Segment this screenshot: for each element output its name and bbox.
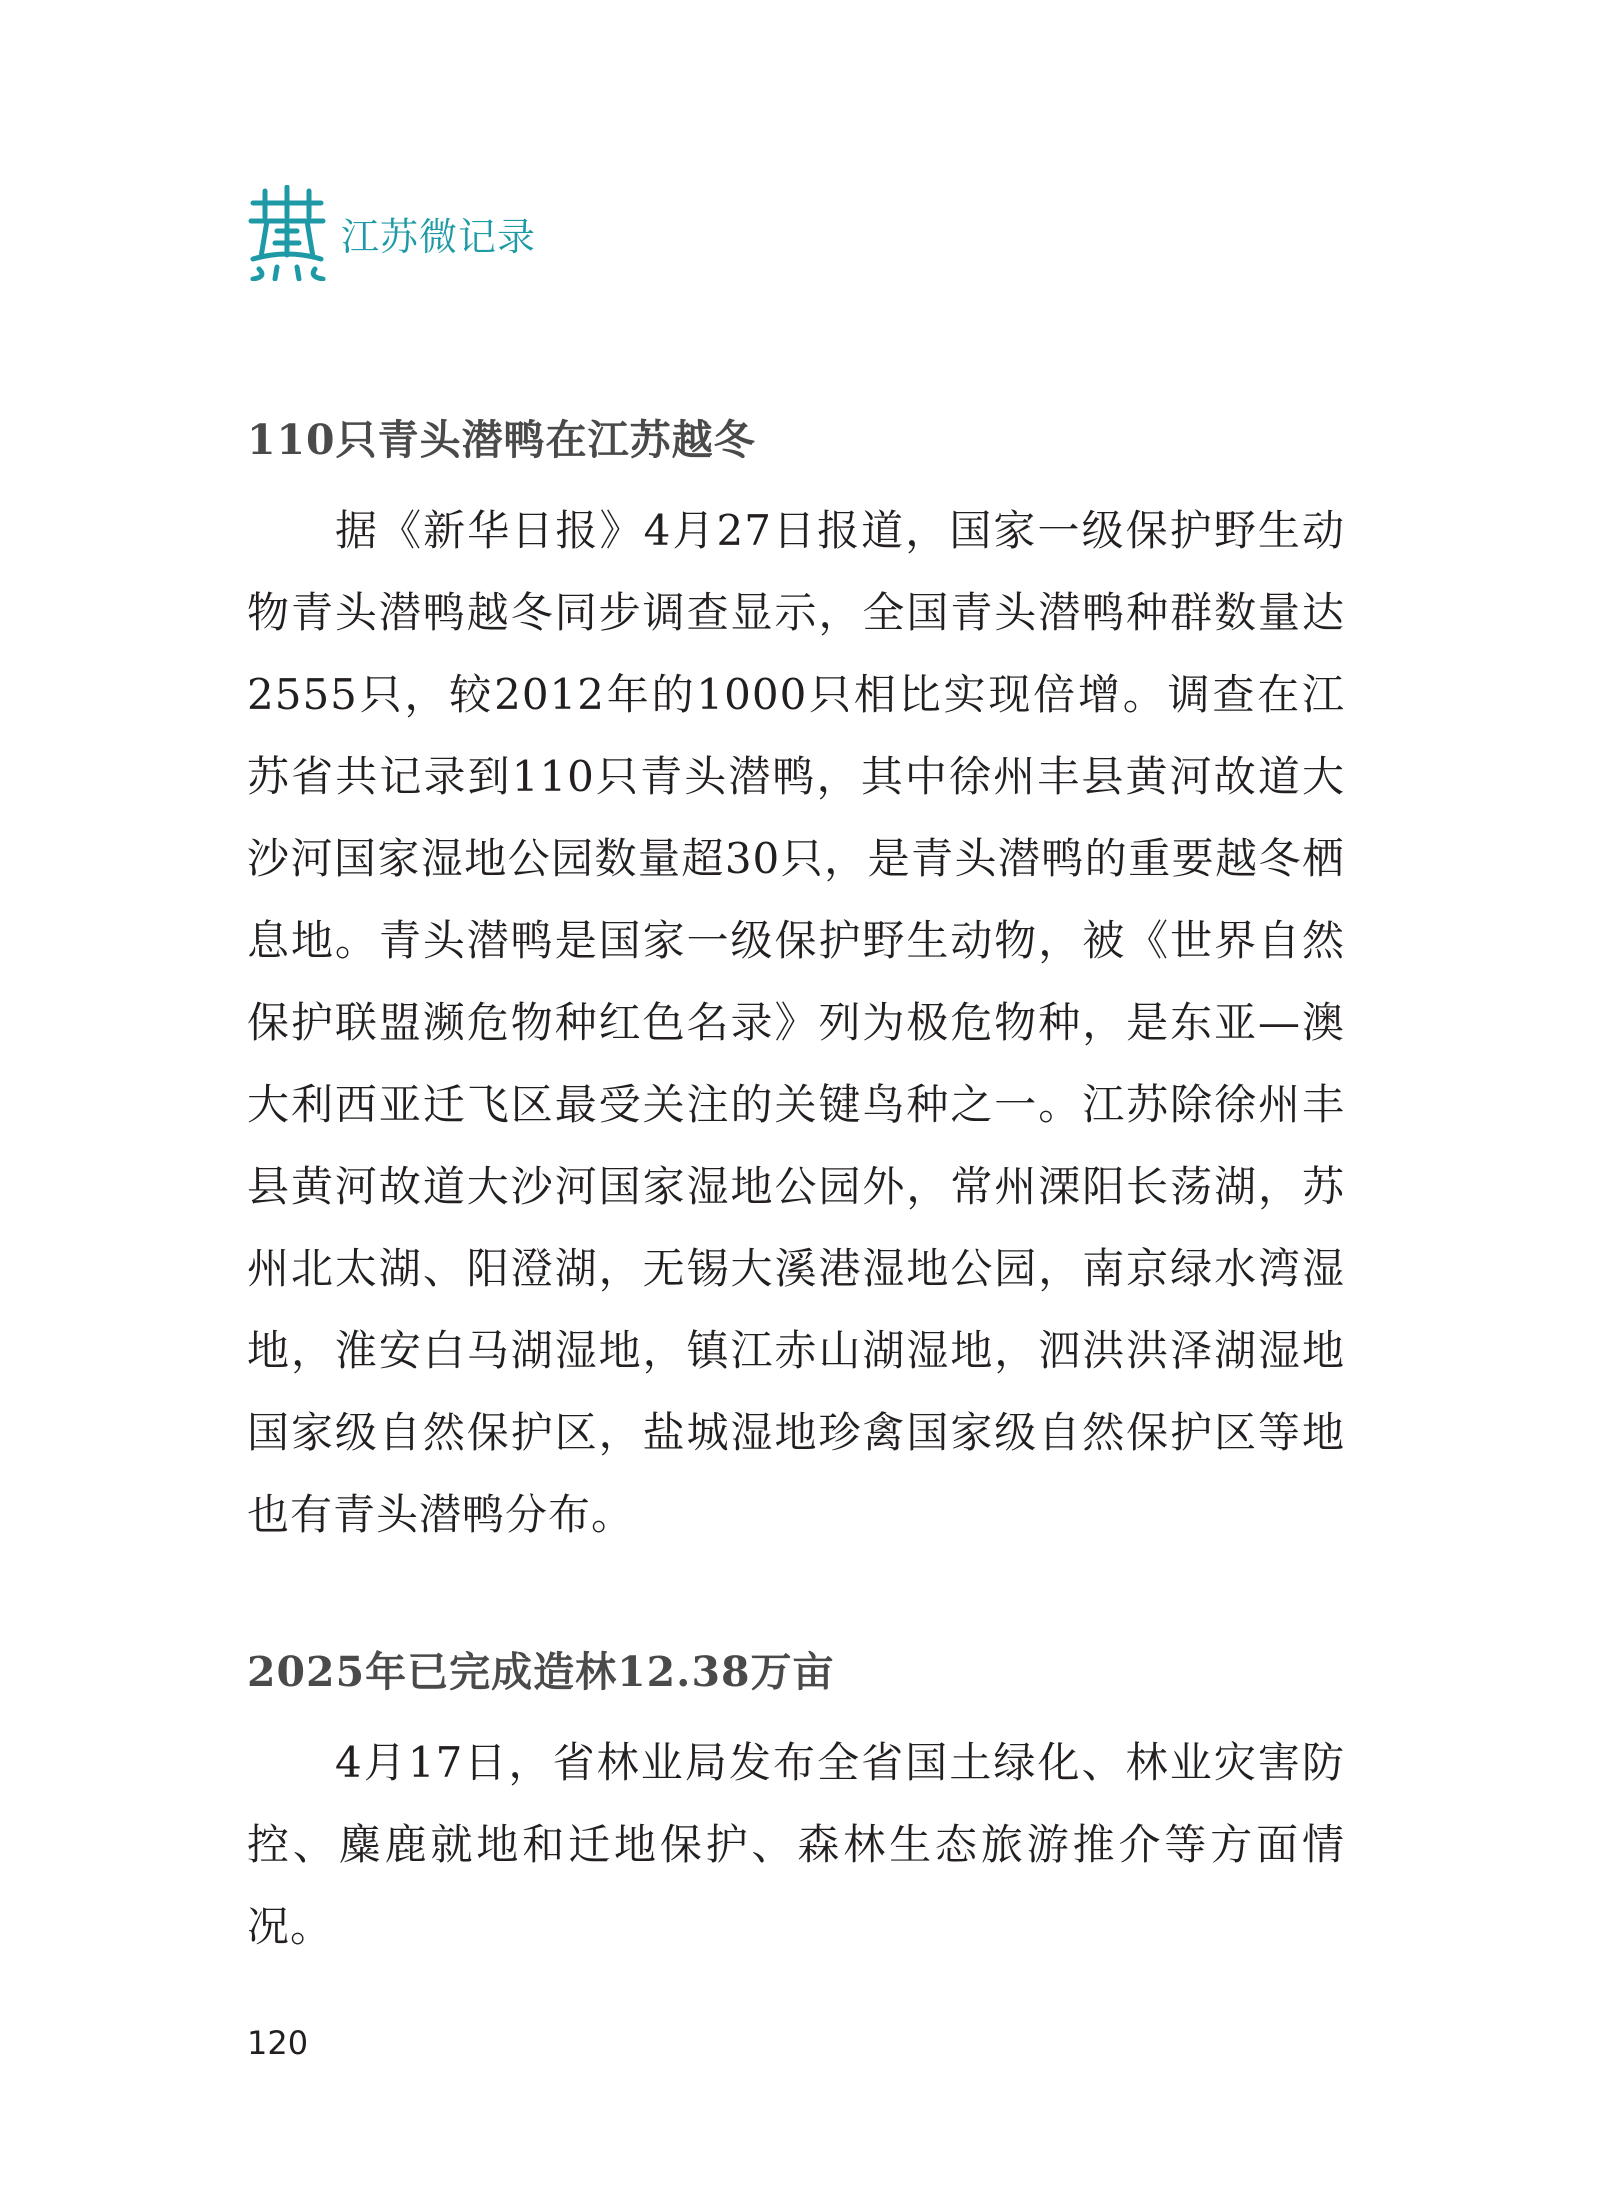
article-2 [247,1640,1345,1968]
article-title: 110只青头潜鸭在江苏越冬 [247,416,756,464]
article-body: 4月17日，省林业局发布全省国土绿化、林业灾害防控、麋鹿就地和迁地保护、森林生态旅游推介等方面情况。 [247,1738,1345,1951]
article-1 [247,408,1345,1556]
page-content [247,408,1345,1968]
page-header [247,185,536,281]
jiangsu-emblem-icon [247,185,327,281]
page-number: 120 [247,2024,309,2062]
article-title: 2025年已完成造林12.38万亩 [247,1648,835,1696]
header-title: 江苏微记录 [341,214,537,259]
article-body: 据《新华日报》4月27日报道，国家一级保护野生动物青头潜鸭越冬同步调查显示，全国青头潜鸭种群数量达2555只，较2012年的1000只相比实现倍增。调查在江苏省共记录到110只青头潜鸭，其中徐州丰县黄河故道大沙河国家湿地公园数量超30只，是青头潜鸭的重要越冬栖息地。青头潜鸭是国家一级保护野生动物，被《世界自然保护联盟濒危物种红色名录》列为极危物种，是东亚—澳大利西亚迁飞区最受关注的关键鸟种之一。江苏除徐州丰县黄河故道大沙河国家湿地公园外，常州溧阳长荡湖，苏州北太湖、阳澄湖，无锡大溪港湿地公园，南京绿水湾湿地，淮安白马湖湿地，镇江赤山湖湿地，泗洪洪泽湖湿地国家级自然保护区，盐城湿地珍禽国家级自然保护区等地也有青头潜鸭分布。 [247,506,1345,1539]
